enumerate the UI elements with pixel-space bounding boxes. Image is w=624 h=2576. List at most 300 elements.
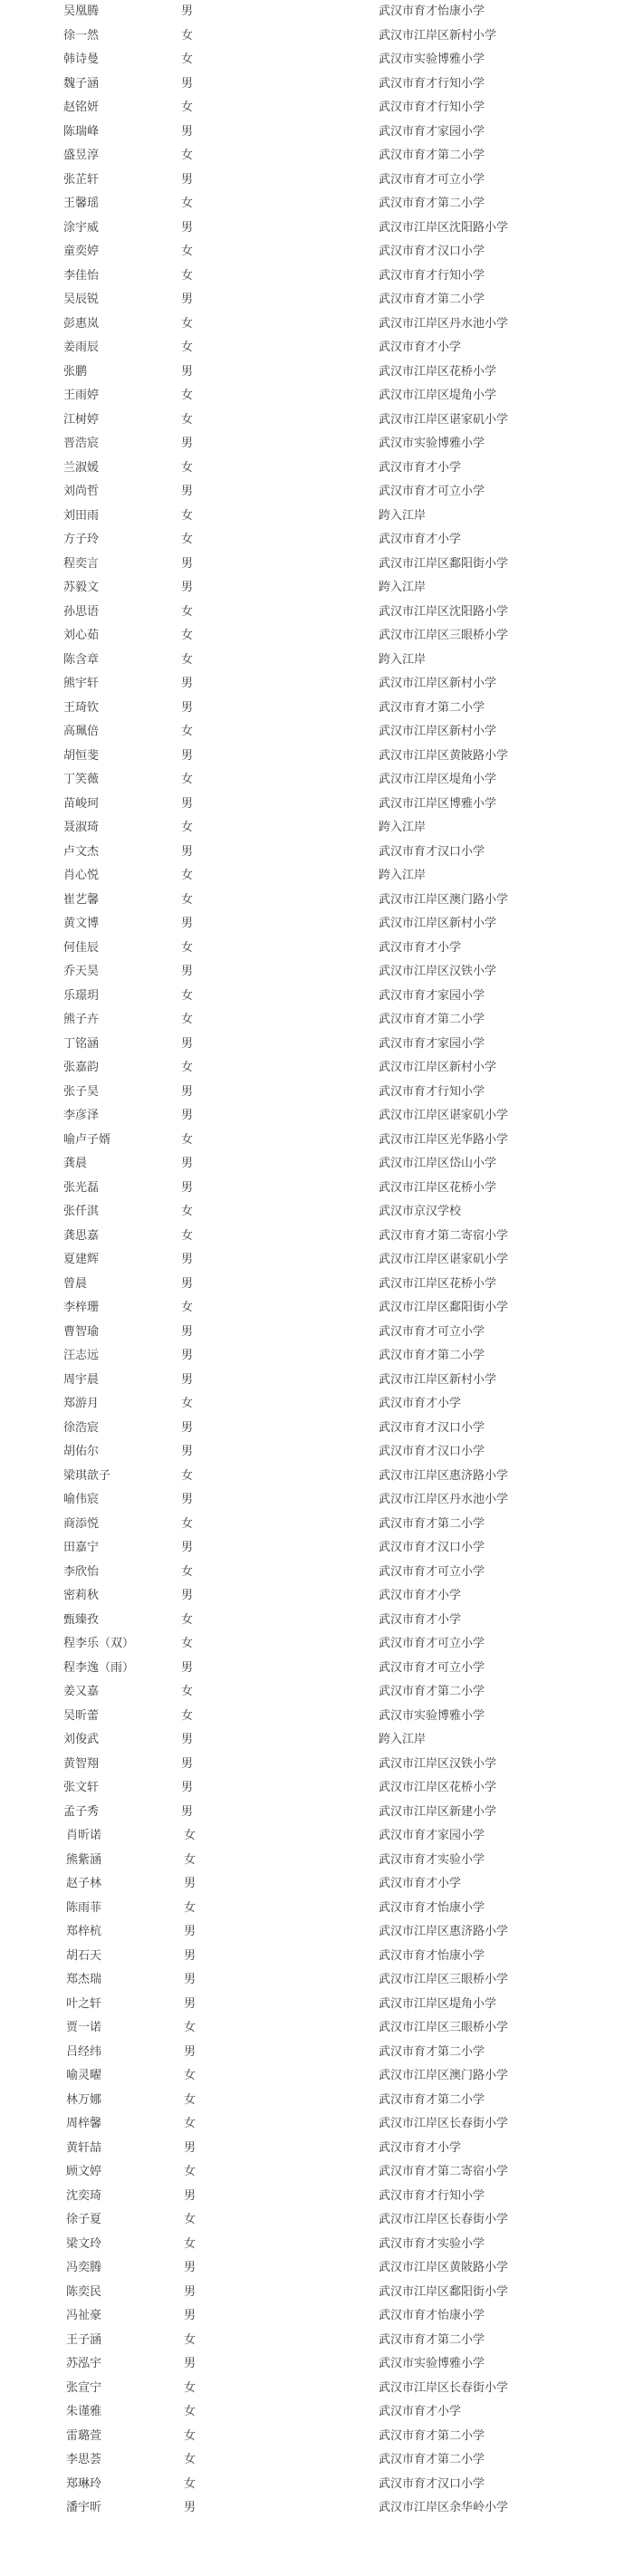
- student-school: 武汉市江岸区堤角小学: [379, 1996, 497, 2011]
- roster-row: [0, 2089, 624, 2113]
- student-gender: 女: [181, 149, 194, 162]
- student-gender: 男: [184, 1973, 197, 1986]
- student-school: 武汉市江岸区惠济路小学: [379, 1925, 509, 1938]
- roster-row: [0, 745, 624, 769]
- student-name: 徐浩宸: [63, 1420, 100, 1435]
- student-school: 武汉市育才家园小学: [379, 988, 485, 1003]
- student-name: 刘心茹: [63, 629, 100, 642]
- student-gender: 男: [181, 796, 194, 811]
- roster-row: [0, 409, 624, 433]
- student-name: 喻灵曜: [66, 2069, 102, 2082]
- student-school: 武汉市江岸区丹水池小学: [379, 316, 509, 331]
- student-name: 陈含章: [63, 652, 100, 667]
- student-school: 武汉市江岸区新村小学: [379, 28, 497, 43]
- roster-row: [0, 432, 624, 457]
- student-gender: 女: [181, 1397, 194, 1410]
- roster-row: [0, 960, 624, 985]
- student-school: 武汉市江岸区丹水池小学: [379, 1493, 509, 1506]
- student-school: 武汉市江岸区花桥小学: [379, 1781, 497, 1794]
- roster-row: [0, 1968, 624, 1993]
- student-school: 跨入江岸: [379, 581, 427, 594]
- student-school: 武汉市江岸区岱山小学: [379, 1157, 497, 1170]
- student-gender: 男: [184, 1948, 197, 1963]
- student-school: 武汉市育才第二小学: [379, 1349, 485, 1362]
- student-school: 武汉市育才小学: [379, 2405, 462, 2418]
- student-school: 武汉市江岸区沈阳路小学: [379, 220, 509, 235]
- roster-row: [0, 1104, 624, 1129]
- student-gender: 女: [184, 2332, 197, 2347]
- student-school: 武汉市育才行知小学: [379, 1084, 485, 1099]
- student-name: 韩诗曼: [63, 53, 100, 66]
- roster-row: [0, 1488, 624, 1513]
- student-school: 武汉市育才第二小学: [379, 700, 485, 715]
- roster-row: [0, 816, 624, 841]
- student-gender: 女: [181, 988, 194, 1003]
- roster-row: [0, 1920, 624, 1945]
- student-name: 兰淑媛: [63, 460, 100, 475]
- student-gender: 男: [181, 1445, 194, 1458]
- roster-row: [0, 985, 624, 1009]
- student-school: 武汉市江岸区新村小学: [379, 917, 497, 930]
- student-gender: 女: [181, 1708, 194, 1723]
- roster-row: [0, 1657, 624, 1681]
- roster-row: [0, 2185, 624, 2209]
- roster-row: [0, 144, 624, 168]
- roster-row: [0, 1536, 624, 1561]
- student-school: 武汉市江岸区黄陂路小学: [379, 748, 509, 763]
- student-school: 武汉市江岸区新村小学: [379, 677, 497, 690]
- student-gender: 女: [181, 1468, 194, 1483]
- student-school: 武汉市育才小学: [379, 1589, 462, 1602]
- student-name: 苏泓宇: [66, 2357, 102, 2370]
- student-gender: 男: [181, 1253, 194, 1266]
- student-school: 武汉市育才第二小学: [379, 293, 485, 306]
- student-gender: 男: [184, 2284, 197, 2299]
- student-gender: 女: [181, 1564, 194, 1579]
- student-school: 武汉市江岸区花桥小学: [379, 1180, 497, 1195]
- student-name: 聂淑琦: [63, 821, 100, 834]
- student-gender: 女: [184, 2021, 197, 2034]
- student-school: 武汉市江岸区三眼桥小学: [379, 2021, 509, 2034]
- student-name: 赵子林: [66, 1877, 102, 1890]
- student-name: 汪志远: [63, 1349, 100, 1362]
- student-gender: 女: [181, 101, 194, 114]
- student-school: 武汉市江岸区汉铁小学: [379, 965, 497, 978]
- student-school: 武汉市江岸区谌家矶小学: [379, 1253, 509, 1266]
- student-gender: 男: [184, 2501, 197, 2514]
- roster-row: [0, 2112, 624, 2137]
- student-gender: 女: [184, 2453, 197, 2466]
- roster-row: [0, 2256, 624, 2281]
- roster-row: [0, 1753, 624, 1777]
- student-school: 武汉市育才汉口小学: [379, 245, 485, 258]
- student-name: 梁琪歆子: [63, 1468, 111, 1483]
- student-name: 张子昊: [63, 1084, 100, 1099]
- roster-row: [0, 1728, 624, 1753]
- student-school: 武汉市江岸区谌家矶小学: [379, 412, 509, 427]
- roster-row: [0, 2304, 624, 2329]
- student-name: 吴昕蕾: [63, 1708, 100, 1723]
- student-gender: 女: [181, 604, 194, 619]
- student-name: 涂宇威: [63, 220, 100, 235]
- student-gender: 女: [184, 2213, 197, 2226]
- student-school: 武汉市育才第二小学: [379, 1516, 485, 1531]
- student-school: 武汉市育才可立小学: [379, 1324, 485, 1339]
- student-school: 武汉市育才第二小学: [379, 2044, 485, 2059]
- student-name: 吴凰腾: [63, 5, 100, 18]
- student-school: 跨入江岸: [379, 869, 427, 882]
- student-gender: 男: [181, 1660, 194, 1675]
- student-name: 李思荟: [66, 2453, 102, 2466]
- student-school: 武汉市育才小学: [379, 460, 462, 475]
- student-school: 武汉市育才小学: [379, 1877, 462, 1890]
- roster-row: [0, 457, 624, 481]
- student-gender: 男: [181, 677, 194, 690]
- roster-row: [0, 1369, 624, 1393]
- student-school: 武汉市育才小学: [379, 341, 462, 354]
- student-gender: 男: [181, 1589, 194, 1602]
- student-gender: 男: [181, 76, 194, 91]
- student-school: 武汉市江岸区汉铁小学: [379, 1756, 497, 1771]
- student-name: 姜又嘉: [63, 1685, 100, 1698]
- student-school: 武汉市江岸区鄱阳街小学: [379, 556, 509, 571]
- student-gender: 男: [181, 172, 194, 187]
- roster-row: [0, 2496, 624, 2521]
- roster-row: [0, 864, 624, 889]
- student-gender: 男: [181, 1036, 194, 1051]
- student-gender: 女: [181, 652, 194, 667]
- roster-row: [0, 505, 624, 529]
- roster-row: [0, 0, 624, 24]
- student-name: 郑游月: [63, 1397, 100, 1410]
- student-name: 郑梓杭: [66, 1925, 102, 1938]
- roster-row: [0, 2473, 624, 2497]
- student-school: 武汉市育才第二小学: [379, 197, 485, 210]
- student-school: 武汉市江岸区光华路小学: [379, 1132, 509, 1147]
- roster-row: [0, 1081, 624, 1105]
- student-school: 武汉市育才可立小学: [379, 1564, 485, 1579]
- roster-row: [0, 480, 624, 505]
- student-name: 胡石天: [66, 1948, 102, 1963]
- student-gender: 女: [181, 341, 194, 354]
- student-gender: 女: [184, 2428, 197, 2443]
- student-name: 徐子夏: [66, 2213, 102, 2226]
- student-name: 张仟淇: [63, 1205, 100, 1218]
- student-gender: 男: [184, 1996, 197, 2011]
- student-name: 潘宇昕: [66, 2501, 102, 2514]
- student-school: 跨入江岸: [379, 508, 427, 523]
- student-school: 武汉市江岸区长春街小学: [379, 2213, 509, 2226]
- student-school: 武汉市江岸区新村小学: [379, 1372, 497, 1387]
- student-school: 武汉市育才第二小学: [379, 2453, 485, 2466]
- student-name: 郑琳玲: [66, 2476, 102, 2491]
- student-school: 武汉市江岸区三眼桥小学: [379, 1973, 509, 1986]
- student-school: 武汉市育才行知小学: [379, 268, 485, 283]
- student-name: 顾文婷: [66, 2165, 102, 2178]
- roster-row: [0, 720, 624, 745]
- student-name: 龚晨: [63, 1157, 88, 1170]
- roster-row: [0, 2208, 624, 2233]
- student-name: 李佳怡: [63, 268, 100, 283]
- student-name: 朱谨雅: [66, 2405, 102, 2418]
- roster-row: [0, 2400, 624, 2425]
- student-name: 高珮倍: [63, 725, 100, 738]
- student-gender: 男: [181, 364, 194, 379]
- student-school: 武汉市江岸区新村小学: [379, 725, 497, 738]
- student-gender: 女: [181, 1013, 194, 1026]
- student-gender: 女: [184, 2405, 197, 2418]
- roster-row: [0, 1200, 624, 1225]
- student-school: 武汉市育才第二寄宿小学: [379, 2165, 509, 2178]
- student-gender: 男: [181, 1493, 194, 1506]
- student-name: 喻卢子婿: [63, 1132, 111, 1147]
- student-gender: 男: [181, 965, 194, 978]
- student-school: 武汉市江岸区余华岭小学: [379, 2501, 509, 2514]
- student-gender: 女: [181, 28, 194, 43]
- roster-row: [0, 2016, 624, 2041]
- student-school: 武汉市江岸区长春街小学: [379, 2380, 509, 2395]
- student-school: 武汉市育才小学: [379, 940, 462, 955]
- roster-row: [0, 793, 624, 817]
- student-name: 王琦钦: [63, 700, 100, 715]
- student-name: 喻伟宸: [63, 1493, 100, 1506]
- roster-row: [0, 2041, 624, 2065]
- student-gender: 女: [181, 508, 194, 523]
- student-school: 武汉市实验博雅小学: [379, 437, 485, 450]
- student-gender: 女: [181, 1228, 194, 1243]
- student-name: 王雨婷: [63, 389, 100, 402]
- student-school: 武汉市江岸区三眼桥小学: [379, 629, 509, 642]
- student-name: 陈奕民: [66, 2284, 102, 2299]
- roster-row: [0, 624, 624, 649]
- student-name: 熊宇轩: [63, 677, 100, 690]
- student-gender: 男: [181, 1276, 194, 1291]
- student-gender: 女: [181, 725, 194, 738]
- student-name: 甄臻孜: [63, 1612, 100, 1627]
- student-gender: 女: [181, 460, 194, 475]
- student-name: 商添悦: [63, 1516, 100, 1531]
- student-school: 武汉市京汉学校: [379, 1205, 462, 1218]
- student-name: 夏建辉: [63, 1253, 100, 1266]
- student-school: 武汉市育才怡康小学: [379, 1900, 485, 1915]
- student-school: 武汉市育才怡康小学: [379, 2309, 485, 2322]
- student-name: 黄轩喆: [66, 2140, 102, 2155]
- roster-row: [0, 697, 624, 721]
- student-gender: 男: [181, 581, 194, 594]
- roster-row: [0, 2137, 624, 2161]
- student-school: 武汉市江岸区博雅小学: [379, 796, 497, 811]
- student-gender: 男: [181, 1324, 194, 1339]
- student-gender: 男: [184, 1877, 197, 1890]
- roster-row: [0, 48, 624, 72]
- student-gender: 男: [181, 485, 194, 498]
- student-gender: 女: [181, 1205, 194, 1218]
- student-school: 武汉市育才小学: [379, 2140, 462, 2155]
- student-gender: 女: [184, 2476, 197, 2491]
- student-name: 贾一诺: [66, 2021, 102, 2034]
- student-name: 张宣宁: [66, 2380, 102, 2395]
- student-name: 密莉秋: [63, 1589, 100, 1602]
- student-name: 冯祉豪: [66, 2309, 102, 2322]
- student-name: 王馨瑶: [63, 197, 100, 210]
- student-name: 丁笑薇: [63, 773, 100, 786]
- student-name: 丁铭涵: [63, 1036, 100, 1051]
- student-gender: 女: [181, 869, 194, 882]
- student-gender: 女: [181, 1612, 194, 1627]
- student-gender: 男: [181, 556, 194, 571]
- roster-row: [0, 1705, 624, 1729]
- student-gender: 男: [181, 844, 194, 859]
- student-school: 武汉市育才第二小学: [379, 149, 485, 162]
- student-gender: 男: [184, 2309, 197, 2322]
- student-name: 沈奕琦: [66, 2188, 102, 2203]
- roster-row: [0, 1897, 624, 1921]
- student-name: 张鹏: [63, 364, 88, 379]
- student-school: 武汉市实验博雅小学: [379, 53, 485, 66]
- roster-row: [0, 1177, 624, 1201]
- student-name: 孙思语: [63, 604, 100, 619]
- student-gender: 男: [181, 1781, 194, 1794]
- roster-row: [0, 1632, 624, 1657]
- roster-row: [0, 1801, 624, 1825]
- roster-row: [0, 264, 624, 289]
- roster-row: [0, 168, 624, 193]
- student-school: 武汉市育才行知小学: [379, 76, 485, 91]
- student-gender: 男: [184, 2140, 197, 2155]
- student-school: 武汉市江岸区花桥小学: [379, 1276, 497, 1291]
- roster-row: [0, 553, 624, 577]
- student-name: 童奕婷: [63, 245, 100, 258]
- student-name: 徐一然: [63, 28, 100, 43]
- student-gender: 女: [184, 2117, 197, 2130]
- student-name: 程李乐（双）: [63, 1637, 135, 1650]
- student-name: 林万娜: [66, 2092, 102, 2107]
- student-school: 武汉市江岸区堤角小学: [379, 389, 497, 402]
- student-school: 武汉市育才行知小学: [379, 2188, 485, 2203]
- student-gender: 女: [181, 53, 194, 66]
- student-name: 黄智翔: [63, 1756, 100, 1771]
- roster-row: [0, 937, 624, 961]
- student-gender: 女: [181, 316, 194, 331]
- roster-row: [0, 1824, 624, 1849]
- student-school: 武汉市育才汉口小学: [379, 1445, 485, 1458]
- student-school: 武汉市育才汉口小学: [379, 2476, 485, 2491]
- roster-row: [0, 576, 624, 601]
- roster-row: [0, 2448, 624, 2473]
- student-school: 武汉市育才可立小学: [379, 172, 485, 187]
- student-name: 冯奕腾: [66, 2261, 102, 2274]
- student-school: 武汉市育才第二小学: [379, 2092, 485, 2107]
- student-school: 武汉市育才实验小学: [379, 2236, 485, 2251]
- student-school: 武汉市育才第二寄宿小学: [379, 1228, 509, 1243]
- roster-row: [0, 841, 624, 865]
- student-gender: 男: [181, 1180, 194, 1195]
- student-school: 武汉市实验博雅小学: [379, 1708, 485, 1723]
- student-name: 晋浩宸: [63, 437, 100, 450]
- student-school: 武汉市育才家园小学: [379, 1829, 485, 1842]
- student-gender: 女: [181, 1637, 194, 1650]
- student-gender: 男: [181, 437, 194, 450]
- student-school: 武汉市江岸区鄱阳街小学: [379, 2284, 509, 2299]
- student-name: 周宇晨: [63, 1372, 100, 1387]
- student-name: 张芷轩: [63, 172, 100, 187]
- student-name: 叶之轩: [66, 1996, 102, 2011]
- student-name: 李彦泽: [63, 1109, 100, 1122]
- roster-row: [0, 72, 624, 97]
- student-name: 郑杰瑞: [66, 1973, 102, 1986]
- student-gender: 男: [181, 700, 194, 715]
- student-school: 武汉市江岸区花桥小学: [379, 364, 497, 379]
- student-name: 肖心悦: [63, 869, 100, 882]
- roster-row: [0, 1129, 624, 1153]
- student-gender: 女: [181, 940, 194, 955]
- student-gender: 男: [184, 2357, 197, 2370]
- student-gender: 女: [181, 1061, 194, 1074]
- student-school: 武汉市江岸区澳门路小学: [379, 892, 509, 907]
- student-school: 武汉市江岸区谌家矶小学: [379, 1109, 509, 1122]
- roster-row: [0, 649, 624, 673]
- roster-row: [0, 1561, 624, 1585]
- student-gender: 男: [184, 1925, 197, 1938]
- student-name: 吴辰锐: [63, 293, 100, 306]
- student-school: 武汉市育才小学: [379, 1612, 462, 1627]
- student-school: 武汉市育才第二小学: [379, 1685, 485, 1698]
- student-name: 彭惠岚: [63, 316, 100, 331]
- student-name: 刘田雨: [63, 508, 100, 523]
- student-name: 方子玲: [63, 533, 100, 546]
- student-name: 刘俊武: [63, 1733, 100, 1746]
- student-school: 武汉市江岸区长春街小学: [379, 2117, 509, 2130]
- student-gender: 男: [181, 1157, 194, 1170]
- student-name: 曹智瑜: [63, 1324, 100, 1339]
- student-school: 武汉市育才第二小学: [379, 1013, 485, 1026]
- student-gender: 女: [184, 2165, 197, 2178]
- student-school: 武汉市育才小学: [379, 533, 462, 546]
- student-name: 苏毅文: [63, 581, 100, 594]
- roster-row: [0, 1033, 624, 1057]
- student-gender: 男: [181, 1349, 194, 1362]
- student-name: 赵铭妍: [63, 101, 100, 114]
- student-name: 周梓馨: [66, 2117, 102, 2130]
- student-school: 武汉市实验博雅小学: [379, 2357, 485, 2370]
- roster-row: [0, 1392, 624, 1417]
- student-gender: 女: [184, 1829, 197, 1842]
- student-name: 孟子秀: [63, 1804, 100, 1819]
- roster-row: [0, 2160, 624, 2185]
- roster-row: [0, 2377, 624, 2401]
- roster-row: [0, 1993, 624, 2017]
- roster-row: [0, 1440, 624, 1465]
- roster-row: [0, 528, 624, 553]
- student-gender: 女: [184, 2092, 197, 2107]
- student-name: 陈瑞峰: [63, 124, 100, 139]
- student-name: 王子涵: [66, 2332, 102, 2347]
- student-name: 吕经纬: [66, 2044, 102, 2059]
- student-name: 崔艺馨: [63, 892, 100, 907]
- roster-row: [0, 1273, 624, 1297]
- student-gender: 女: [181, 892, 194, 907]
- roster-row: [0, 2329, 624, 2353]
- roster-row: [0, 1609, 624, 1633]
- student-school: 跨入江岸: [379, 821, 427, 834]
- student-school: 武汉市江岸区沈阳路小学: [379, 604, 509, 619]
- student-name: 张文轩: [63, 1781, 100, 1794]
- student-gender: 男: [181, 1804, 194, 1819]
- student-school: 武汉市育才实验小学: [379, 1852, 485, 1867]
- roster-row: [0, 1056, 624, 1081]
- roster-row: [0, 216, 624, 241]
- student-gender: 男: [181, 1420, 194, 1435]
